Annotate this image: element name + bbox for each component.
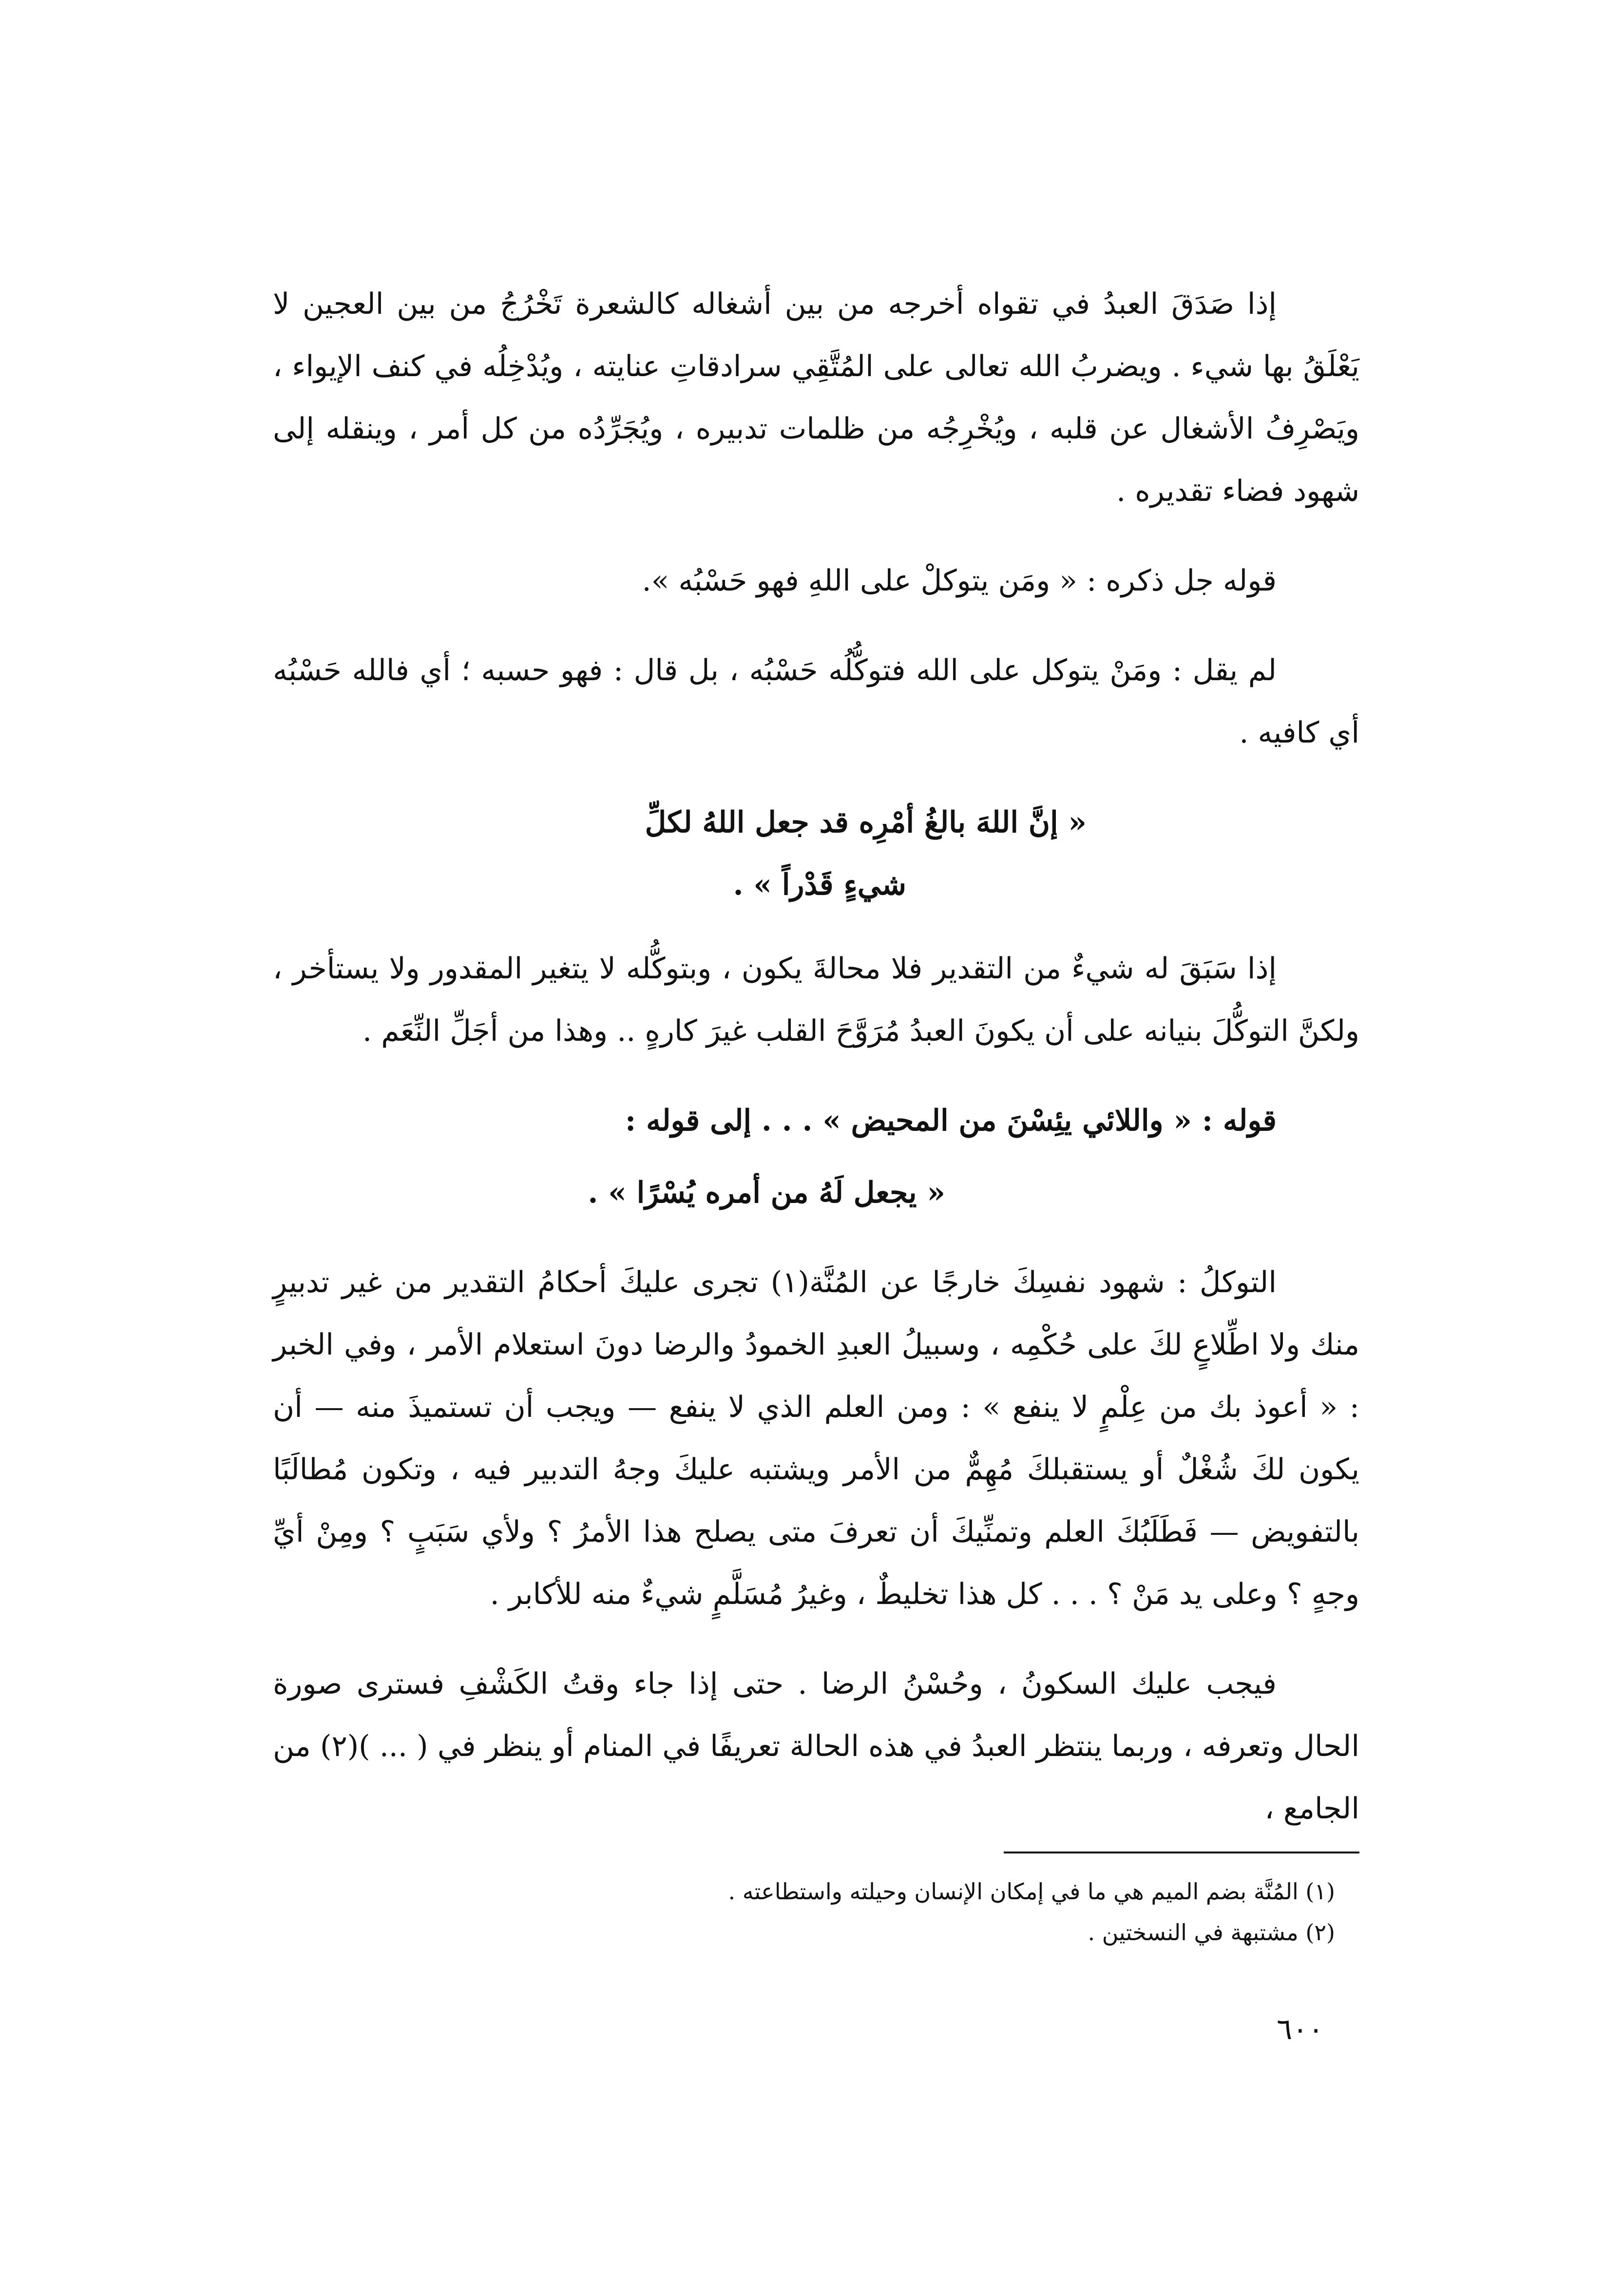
paragraph-2: قوله جل ذكره : « ومَن يتوكلْ على اللهِ فهو حَسْبُه ». (642, 564, 1277, 598)
paragraph-5: التوكلُ : شهود نفسِكَ خارجًا عن المُنَّة(١) تجرى عليكَ أحكامُ التقدير من غير تدبيرٍ منك ولا اطِّلاعٍ لكَ على حُكْمِه ، وسبيلُ العبدِ الخمودُ والرضا دونَ استعلام الأمر ، وفي الخبر : « أعوذ بك من عِلْمٍ لا ينفع » : ومن العلم الذي لا ينفع — ويجب أن تستميذَ منه — أن يكون لكَ شُغْلٌ أو يستقبلكَ مُهِمٌّ من الأمر ويشتبه عليكَ وجهُ التدبير فيه ، وتكون مُطالَبًا بالتفويض — فَطَلَبُكَ العلم وتمنِّيكَ أن تعرفَ متى يصلح هذا الأمرُ ؟ ولأي سَبَبٍ ؟ ومِنْ أيِّ وجهٍ ؟ وعلى يد مَنْ ؟ . . . كل هذا تخليطٌ ، وغيرُ مُسَلَّمٍ شيءٌ منه للأكابر . (273, 1265, 1359, 1611)
quran-verse-1 (273, 791, 1359, 916)
page-number: ٦٠٠ (1277, 2012, 1324, 2046)
footnotes (273, 1871, 1335, 1953)
footnote-2: (٢) مشتبهة في النسختين . (1088, 1919, 1335, 1946)
quran-verse-2: « يجعل لَهُ من أمره يُسْرًا » . (588, 1176, 945, 1210)
quote-line: قوله : « واللائي يئِسْنَ من المحيض » . . . إلى قوله : (625, 1104, 1277, 1138)
footnote-1: (١) المُنَّة بضم الميم هي ما في إمكان الإنسان وحيلته واستطاعته . (728, 1878, 1335, 1905)
paragraph-6: فيجب عليك السكونُ ، وحُسْنُ الرضا . حتى إذا جاء وقتُ الكَشْفِ فسترى صورة الحال وتعرفه ، وربما ينتظر العبدُ في هذه الحالة تعريفًا في المنام أو ينظر في ( ... )(٢) من الجامع ، (273, 1667, 1359, 1826)
paragraph-3: لم يقل : ومَنْ يتوكل على الله فتوكُّلُه حَسْبُه ، بل قال : فهو حسبه ؛ أي فالله حَسْبُه أي كافيه . (273, 653, 1359, 750)
footnote-divider (1004, 1852, 1359, 1853)
verse-1-line-2: شيءٍ قَدْراً » . (733, 868, 906, 902)
paragraph-1: إذا صَدَقَ العبدُ في تقواه أخرجه من بين أشغاله كالشعرة تَخْرُجُ من بين العجين لا يَعْلَقُ بها شيء . ويضربُ الله تعالى على المُتَّقِي سرادقاتِ عنايته ، ويُدْخِلُه في كنف الإيواء ، ويَصْرِفُ الأشغال عن قلبه ، ويُخْرِجُه من ظلمات تدبيره ، ويُجَرِّدُه من كل أمر ، وينقله إلى شهود فضاء تقديره . (273, 287, 1359, 508)
paragraph-4: إذا سَبَقَ له شيءٌ من التقدير فلا محالةَ يكون ، وبتوكُّله لا يتغير المقدور ولا يستأخر ، ولكنَّ التوكُّلَ بنيانه على أن يكونَ العبدُ مُرَوَّحَ القلب غيرَ كارهٍ .. وهذا من أجَلِّ النِّعَم . (273, 952, 1359, 1048)
verse-1-line-1: « إنَّ اللهَ بالغُ أمْرِه قد جعل اللهُ لكلِّ (645, 805, 1087, 840)
verse-2-wrapper (273, 1162, 1359, 1224)
main-text (273, 273, 1359, 1867)
